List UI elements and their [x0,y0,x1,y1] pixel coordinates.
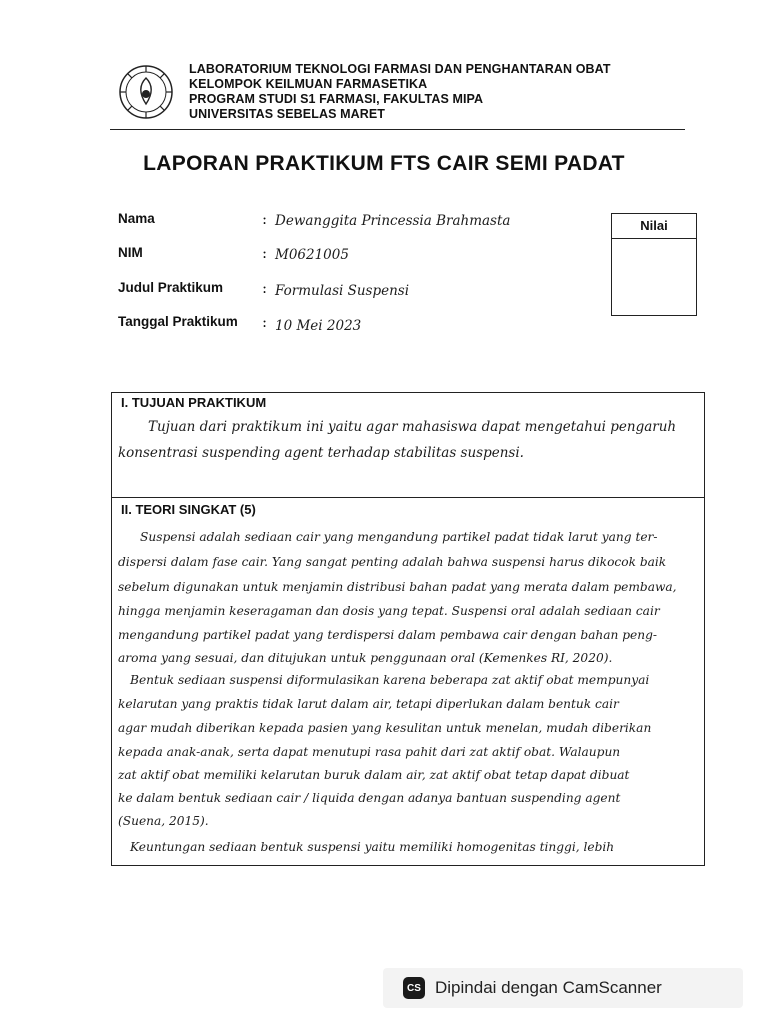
value-nim: M0621005 [275,247,349,263]
tujuan-line: Tujuan dari praktikum ini yaitu agar mahasiswa dapat mengetahui pengaruh [148,419,677,435]
teori-line: kelarutan yang praktis tidak larut dalam air, tetapi diperlukan dalam bentuk cair [118,697,619,711]
university-seal-icon [118,64,174,120]
value-judul: Formulasi Suspensi [275,283,410,299]
teori-line: kepada anak-anak, serta dapat menutupi rasa pahit dari zat aktif obat. Walaupun [118,745,621,759]
camscanner-badge [383,968,743,1008]
colon-nim: : [262,244,268,262]
teori-line: agar mudah diberikan kepada pasien yang kesulitan untuk menelan, mudah diberikan [118,721,652,735]
header-line-program: PROGRAM STUDI S1 FARMASI, FAKULTAS MIPA [189,92,484,106]
colon-judul: : [262,279,268,297]
tujuan-line: konsentrasi suspending agent terhadap stabilitas suspensi. [118,445,524,461]
label-tanggal: Tanggal Praktikum [118,314,238,329]
header-divider [110,129,685,130]
camscanner-text: Dipindai dengan CamScanner [435,978,662,997]
page-title: LAPORAN PRAKTIKUM FTS CAIR SEMI PADAT [143,152,625,175]
label-judul: Judul Praktikum [118,280,224,295]
value-tanggal: 10 Mei 2023 [275,318,362,334]
teori-line: Bentuk sediaan suspensi diformulasikan karena beberapa zat aktif obat mempunyai [130,673,650,687]
camscanner-icon: CS [403,977,425,999]
nilai-label: Nilai [612,214,696,239]
teori-line: Suspensi adalah sediaan cair yang mengandung partikel padat tidak larut yang ter- [140,530,658,544]
teori-line: zat aktif obat memiliki kelarutan buruk dalam air, zat aktif obat tetap dapat dibuat [118,768,630,782]
header-line-university: UNIVERSITAS SEBELAS MARET [189,107,386,121]
section-divider [111,497,705,498]
teori-line: sebelum digunakan untuk menjamin distribusi bahan padat yang merata dalam pembawa, [118,580,677,594]
teori-line: mengandung partikel padat yang terdispersi dalam pembawa cair dengan bahan peng- [118,628,658,642]
nilai-box [611,213,697,316]
value-nama: Dewanggita Princessia Brahmasta [275,213,511,229]
section-title-tujuan: I. TUJUAN PRAKTIKUM [121,395,267,410]
teori-line: ke dalam bentuk sediaan cair / liquida dengan adanya bantuan suspending agent [118,791,621,805]
colon-tanggal: : [262,313,268,331]
teori-line: (Suena, 2015). [118,814,209,828]
section-title-teori: II. TEORI SINGKAT (5) [121,502,256,517]
teori-line: dispersi dalam fase cair. Yang sangat penting adalah bahwa suspensi harus dikocok baik [118,555,667,569]
teori-line: hingga menjamin keseragaman dan dosis yang tepat. Suspensi oral adalah sediaan cair [118,604,660,618]
teori-line: aroma yang sesuai, dan ditujukan untuk penggunaan oral (Kemenkes RI, 2020). [118,651,613,665]
label-nama: Nama [118,211,155,226]
label-nim: NIM [118,245,143,260]
header-line-laboratory: LABORATORIUM TEKNOLOGI FARMASI DAN PENGHANTARAN OBAT [189,62,611,76]
header-line-group: KELOMPOK KEILMUAN FARMASETIKA [189,77,428,91]
teori-line: Keuntungan sediaan bentuk suspensi yaitu memiliki homogenitas tinggi, lebih [130,840,615,854]
colon-nama: : [262,210,268,228]
